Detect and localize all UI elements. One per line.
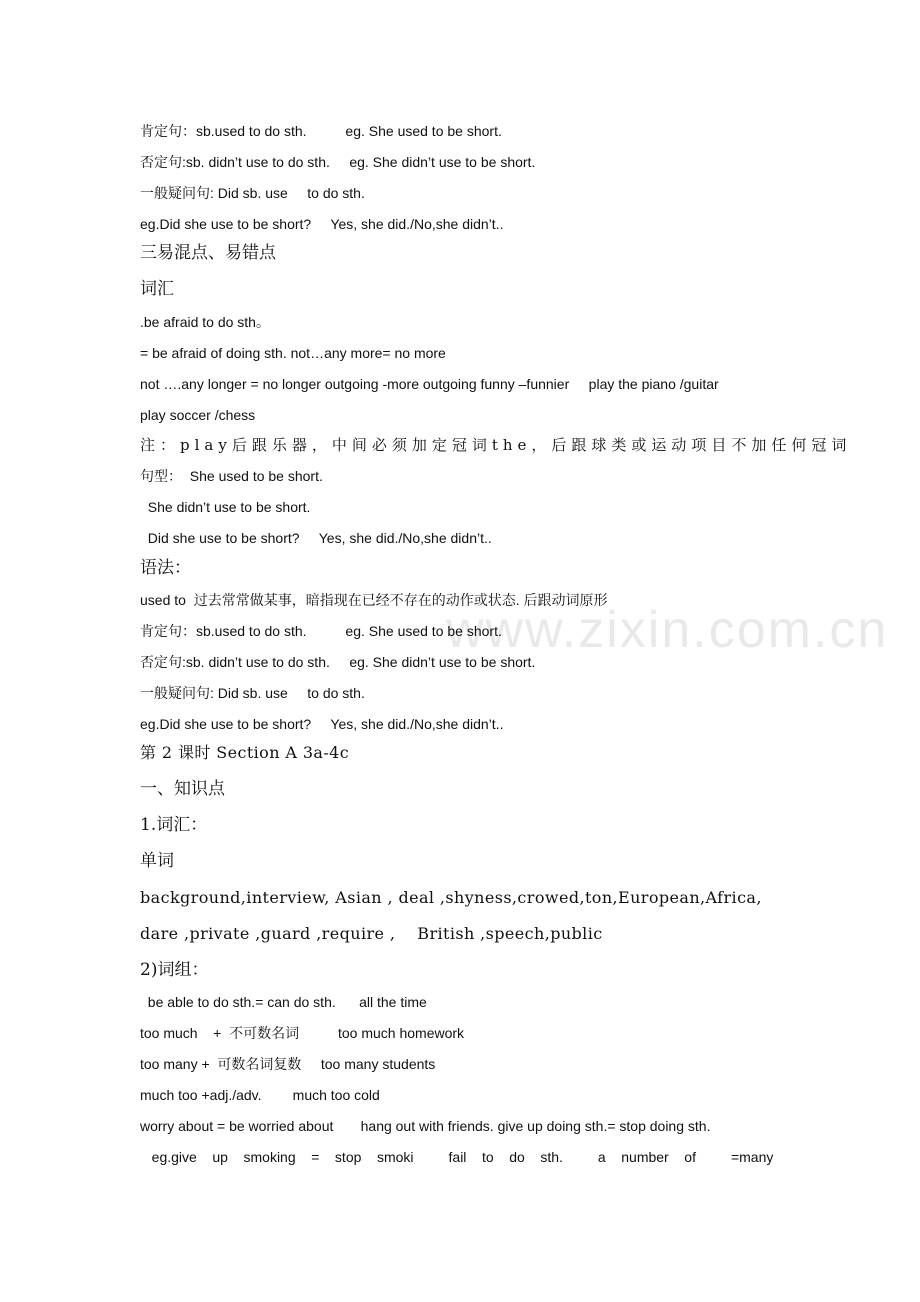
subheading: 语法： [140, 558, 191, 578]
text-line: not ….any longer = no longer outgoing -more outgoing funny –funnier play the piano /guitar [140, 376, 719, 392]
text-line: be able to do sth.= can do sth. all the time [140, 994, 427, 1010]
text-line: too much + 不可数名词 too much homework [140, 1025, 465, 1041]
subheading: 1.词汇： [140, 815, 208, 835]
section-heading: 三易混点、易错点 [140, 243, 276, 263]
text-line: 一般疑问句: Did sb. use to do sth. [140, 185, 365, 201]
subheading: 一、知识点 [140, 779, 225, 799]
text-line: 肯定句：sb.used to do sth. eg. She used to be short. [140, 123, 502, 139]
text-line: eg.give up smoking = stop smoki fail to do sth. a number of =many [140, 1149, 774, 1165]
text-line: 否定句:sb. didn’t use to do sth. eg. She didn’t use to be short. [140, 154, 536, 170]
text-line: 肯定句：sb.used to do sth. eg. She used to be short. [140, 623, 502, 639]
text-line: 一般疑问句: Did sb. use to do sth. [140, 685, 365, 701]
text-line: much too +adj./adv. much too cold [140, 1087, 380, 1103]
text-line: = be afraid of doing sth. not…any more= no more [140, 345, 446, 361]
text-line: worry about = be worried about hang out with friends. give up doing sth.= stop doing sth. [140, 1118, 711, 1134]
text-line: too many + 可数名词复数 too many students [140, 1056, 436, 1072]
subheading: 2)词组： [140, 960, 209, 980]
text-line: eg.Did she use to be short? Yes, she did./No,she didn’t.. [140, 216, 504, 232]
subheading: 词汇 [140, 279, 174, 299]
text-line: She didn’t use to be short. [140, 499, 311, 515]
text-line: Did she use to be short? Yes, she did./No,she didn’t.. [140, 530, 492, 546]
vocab-line: dare ,private ,guard ,require , British ,speech,public [140, 924, 603, 943]
vocab-line: background,interview, Asian , deal ,shyness,crowed,ton,European,Africa, [140, 888, 762, 907]
note-line: 注：play后跟乐器，中间必须加定冠词the，后跟球类或运动项目不加任何冠词 [140, 436, 852, 454]
text-line: used to 过去常常做某事，暗指现在已经不存在的动作或状态. 后跟动词原形 [140, 592, 608, 608]
text-line: play soccer /chess [140, 407, 256, 423]
text-line: eg.Did she use to be short? Yes, she did./No,she didn’t.. [140, 716, 504, 732]
lesson-heading: 第 2 课时 Section A 3a-4c [140, 743, 350, 762]
text-line: .be afraid to do sth。 [140, 314, 270, 330]
text-line: 句型： She used to be short. [140, 468, 323, 484]
subheading: 单词 [140, 851, 174, 871]
watermark: www.zixin.com.cn [446, 601, 889, 659]
text-line: 否定句:sb. didn’t use to do sth. eg. She didn’t use to be short. [140, 654, 536, 670]
